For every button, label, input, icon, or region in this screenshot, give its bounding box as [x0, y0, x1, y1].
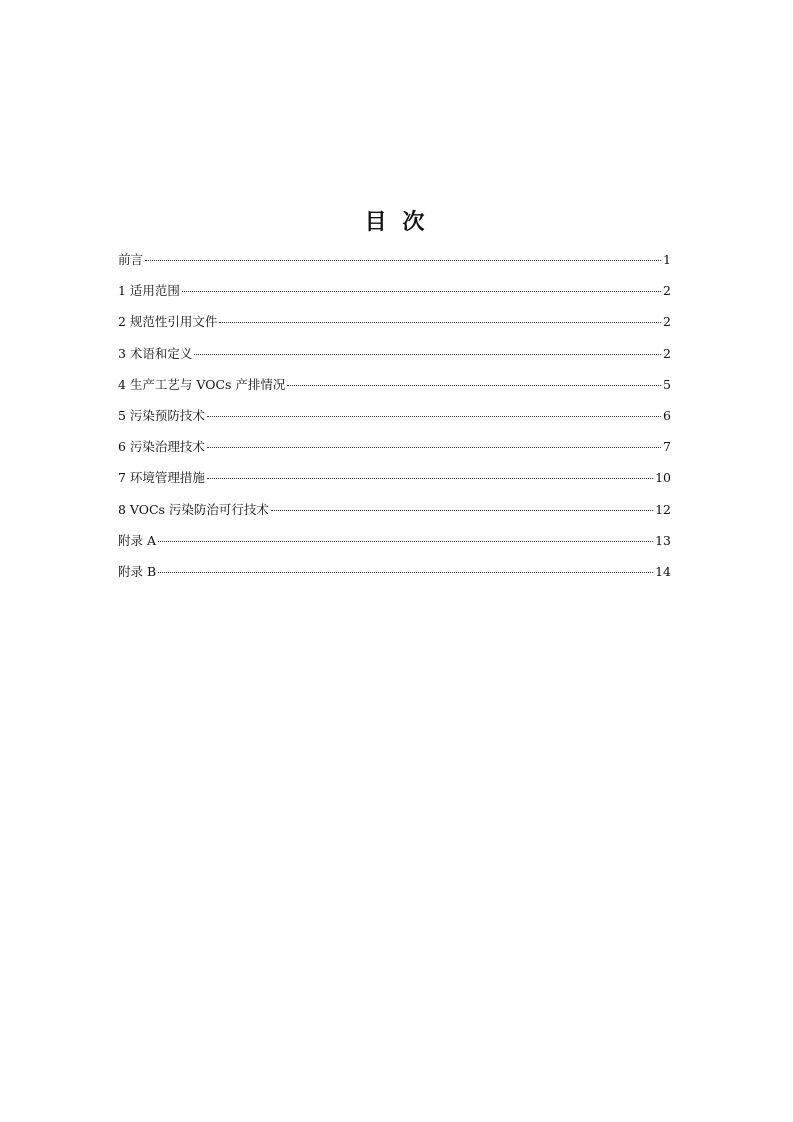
dot-leader — [145, 260, 661, 261]
dot-leader — [287, 385, 661, 386]
toc-entry-label: 2 规范性引用文件 — [118, 314, 218, 330]
table-of-contents — [118, 248, 671, 591]
toc-entry-label: 8 VOCs 污染防治可行技术 — [118, 501, 269, 517]
toc-entry-preface[interactable] — [118, 248, 671, 279]
dot-leader — [207, 447, 661, 448]
toc-entry-pollution-treatment[interactable] — [118, 435, 671, 466]
toc-page-number: 2 — [663, 283, 671, 299]
page-title: 目 次 — [364, 209, 429, 235]
toc-entry-label: 6 污染治理技术 — [118, 439, 205, 455]
toc-entry-label: 5 污染预防技术 — [118, 407, 205, 423]
toc-entry-scope[interactable] — [118, 279, 671, 310]
toc-page-number: 13 — [655, 532, 671, 548]
toc-entry-appendix-a[interactable] — [118, 529, 671, 560]
dot-leader — [158, 572, 653, 573]
dot-leader — [271, 510, 653, 511]
toc-entry-normative-references[interactable] — [118, 310, 671, 341]
toc-page-number: 1 — [663, 252, 671, 267]
dot-leader — [194, 354, 661, 355]
dot-leader — [207, 478, 653, 479]
toc-page-number: 6 — [663, 407, 671, 423]
toc-entry-label: 4 生产工艺与 VOCs 产排情况 — [118, 376, 286, 392]
toc-page-number: 14 — [655, 563, 671, 579]
toc-page-number: 12 — [655, 501, 671, 517]
toc-entry-label: 3 术语和定义 — [118, 345, 193, 361]
toc-entry-environmental-management[interactable] — [118, 466, 671, 497]
toc-entry-label: 前言 — [118, 252, 144, 267]
dot-leader — [182, 291, 661, 292]
toc-entry-feasible-technologies[interactable] — [118, 498, 671, 529]
toc-entry-production-process[interactable] — [118, 373, 671, 404]
toc-entry-label: 1 适用范围 — [118, 283, 180, 299]
toc-entry-label: 7 环境管理措施 — [118, 470, 205, 486]
toc-entry-terms-definitions[interactable] — [118, 342, 671, 373]
toc-entry-label: 附录 A — [118, 532, 157, 548]
toc-page-number: 2 — [663, 314, 671, 330]
toc-page-number: 5 — [663, 376, 671, 392]
toc-page-number: 2 — [663, 345, 671, 361]
toc-entry-appendix-b[interactable] — [118, 560, 671, 591]
toc-page-number: 10 — [655, 470, 671, 486]
toc-page-number: 7 — [663, 439, 671, 455]
toc-entry-pollution-prevention[interactable] — [118, 404, 671, 435]
toc-entry-label: 附录 B — [118, 563, 157, 579]
dot-leader — [219, 322, 661, 323]
dot-leader — [207, 416, 661, 417]
dot-leader — [158, 541, 653, 542]
